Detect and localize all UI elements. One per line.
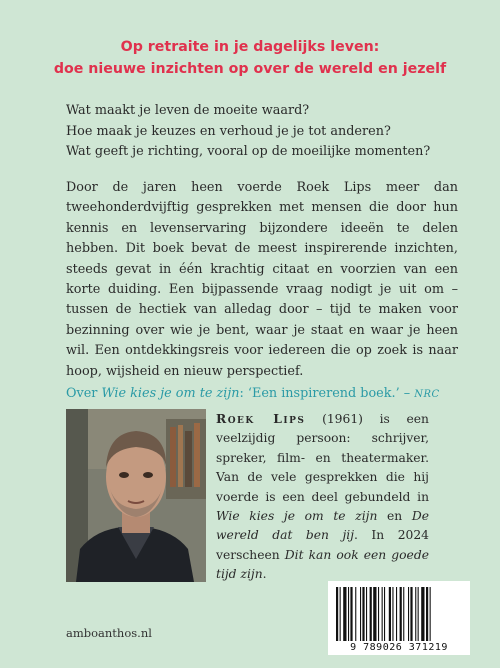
bio-book-1: Wie kies je om te zijn [216, 509, 378, 524]
isbn-barcode [328, 581, 470, 655]
quote-book-title: Wie kies je om te zijn [101, 386, 240, 401]
questions [66, 101, 486, 163]
tagline-line-2: doe nieuwe inzichten op over de wereld en jezelf [53, 61, 447, 77]
tagline-line-1: Op retraite in je dagelijks leven: [120, 39, 380, 55]
question-1: Wat maakt je leven de moeite waard? [66, 103, 310, 118]
author-birth-year: (1961) [322, 412, 363, 426]
question-3: Wat geeft je richting, vooral op de moeilijke momenten? [66, 144, 431, 159]
blurb-paragraph: Door de jaren heen voerde Roek Lips meer dan tweehonderdvijftig gesprekken met mensen die door hun kennis en levenservaring bijzondere ideeën te delen hebben. Dit boek bevat de meest inspirerende inzichten, steeds gevat in één krachtig citaat en voorzien van een korte duiding. Een bijpassende vraag nodigt je uit om – tussen de hectiek van alledag door – tijd te maken voor bezinning over wie je bent, waar je staat en waar je heen wil. Een ontdekkingsreis voor iedereen die op zoek is naar hoop, wijsheid en nieuw perspectief. [66, 180, 458, 379]
author-bio [216, 409, 429, 585]
quote-prefix: Over [66, 386, 102, 401]
bio-book-3: Dit kan ook een goede tijd zijn [216, 547, 429, 582]
quote-source: NRC [414, 389, 440, 400]
bio-text-4: . [262, 567, 267, 582]
bio-text-2: en [377, 509, 412, 524]
barcode-bars [336, 587, 462, 641]
author-photo [66, 409, 206, 582]
question-2: Hoe maak je keuzes en verhoud je je tot anderen? [66, 123, 391, 139]
bio-book-2: De wereld dat ben jij [216, 509, 430, 543]
bio-text-1: is een veelzijdig persoon: schrijver, spreker, film- en theatermaker. Van de vele gesprekken die hij voerde is een deel gebundeld in [216, 412, 429, 504]
press-quote [66, 384, 486, 405]
tagline [20, 36, 480, 80]
blurb [66, 178, 458, 382]
quote-text: : ‘Een inspirerend boek.’ – [239, 386, 415, 401]
author-portrait-image [66, 409, 206, 582]
author-name: Roek Lips [216, 411, 306, 426]
publisher-url[interactable]: amboanthos.nl [66, 626, 152, 640]
isbn-number: 9 789026 371219 [350, 642, 448, 653]
bio-text-3: . In 2024 verscheen [216, 528, 429, 562]
